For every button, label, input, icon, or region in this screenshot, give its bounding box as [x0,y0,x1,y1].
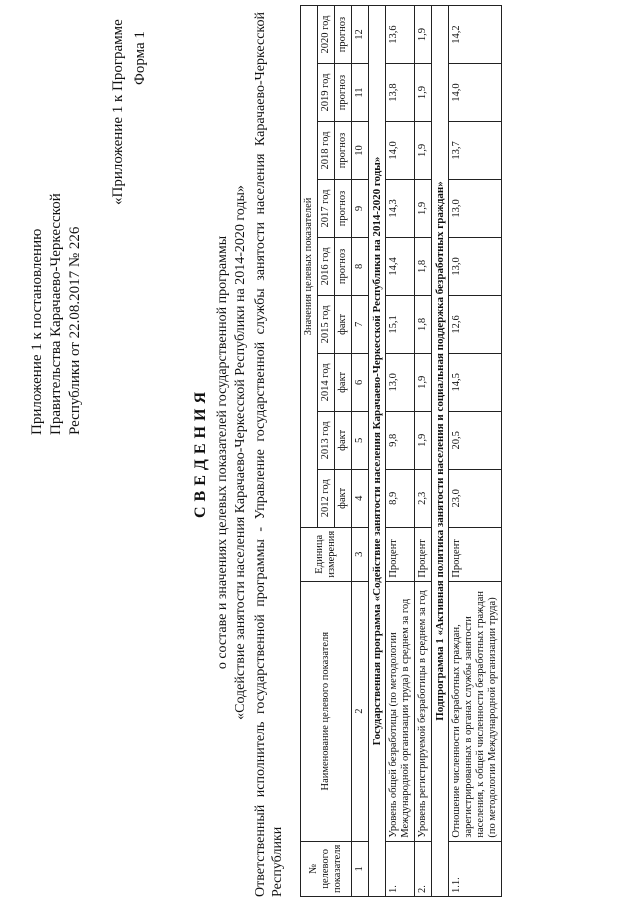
row-number: 2. [415,841,432,896]
value-cell: 2,3 [415,469,432,527]
table-row [415,6,432,897]
value-cell: 13,6 [386,6,415,64]
value-cell: 13,7 [449,122,502,180]
value-cell: 15,1 [386,295,415,353]
value-cell: 1,9 [415,64,432,122]
kind-cell: прогноз [335,64,352,122]
indicator-unit: Процент [386,527,415,581]
section-title-program: Государственная программа «Содействие занятости населения Карачаево-Черкесской Республики на 2014-2020 годы» [369,6,386,897]
value-cell: 1,9 [415,6,432,64]
value-cell: 13,0 [449,237,502,295]
year-cell: 2020 год [318,6,335,64]
form-label: Форма 1 [132,31,148,85]
value-cell: 14,0 [386,122,415,180]
colnum-cell: 2 [352,581,369,841]
year-cell: 2015 год [318,295,335,353]
appendix-line-2: Правительства Карачаево-Черкесской [48,193,64,435]
colnum-cell: 4 [352,469,369,527]
value-cell: 23,0 [449,469,502,527]
value-cell: 14,3 [386,179,415,237]
value-cell: 13,8 [386,64,415,122]
indicator-name: Уровень общей безработицы (по методологии Международной организации труда) в среднем за год [386,581,415,841]
value-cell: 14,4 [386,237,415,295]
col-num-header: № целевого показателя [301,841,352,896]
year-cell: 2017 год [318,179,335,237]
colnum-cell: 3 [352,527,369,581]
colnum-cell: 7 [352,295,369,353]
year-cell: 2016 год [318,237,335,295]
value-cell: 8,9 [386,469,415,527]
colnum-cell: 6 [352,353,369,411]
table-row [386,6,415,897]
program-appendix: «Приложение 1 к Программе [110,19,126,205]
col-unit-header: Единица измерения [301,527,352,581]
kind-cell: факт [335,353,352,411]
colnum-cell: 5 [352,411,369,469]
subtitle-1: о составе и значениях целевых показателей государственной программы [215,235,230,670]
row-number: 1. [386,841,415,896]
colnum-cell: 8 [352,237,369,295]
value-cell: 1,9 [415,179,432,237]
year-cell: 2018 год [318,122,335,180]
value-cell: 1,9 [415,411,432,469]
indicator-unit: Процент [415,527,432,581]
indicator-name: Уровень регистрируемой безработицы в среднем за год [415,581,432,841]
subtitle-2: «Содействие занятости населения Карачаево-Черкесской Республики на 2014-2020 годы» [233,185,248,720]
section-title-subprogram: Подпрограмма 1 «Активная политика занятости населения и социальная поддержка безработных граждан» [432,6,449,897]
colnum-cell: 9 [352,179,369,237]
kind-cell: факт [335,295,352,353]
year-cell: 2019 год [318,64,335,122]
appendix-line-3: Республики от 22.08.2017 № 226 [67,226,83,435]
colnum-cell: 11 [352,64,369,122]
value-cell: 20,5 [449,411,502,469]
value-cell: 1,8 [415,237,432,295]
col-name-header: Наименование целевого показателя [301,581,352,841]
responsible-executor: Ответственный исполнитель государственной программы - Управление государственной службы занятости населения Карачаево-Черкесской Республики [253,12,285,897]
value-cell: 1,8 [415,295,432,353]
indicator-unit: Процент [449,527,502,581]
value-cell: 14,5 [449,353,502,411]
value-cell: 13,0 [386,353,415,411]
colnum-cell: 12 [352,6,369,64]
kind-cell: факт [335,469,352,527]
year-cell: 2013 год [318,411,335,469]
indicator-name: Отношение численности безработных граждан, зарегистрированных в органах службы занятости населения, к общей численности безработных граждан (по методологии Международной организации труда) [449,581,502,841]
section-row [369,6,386,897]
value-cell: 1,9 [415,353,432,411]
colnum-cell: 10 [352,122,369,180]
colnum-cell: 1 [352,841,369,896]
row-number: 1.1. [449,841,502,896]
value-cell: 1,9 [415,122,432,180]
year-cell: 2012 год [318,469,335,527]
value-cell: 14,2 [449,6,502,64]
col-values-header: Значения целевых показателей [301,6,318,528]
section-row [432,6,449,897]
value-cell: 9,8 [386,411,415,469]
kind-cell: прогноз [335,179,352,237]
page-title: СВЕДЕНИЯ [192,386,209,519]
kind-cell: прогноз [335,122,352,180]
table-row [449,6,502,897]
appendix-line-1: Приложение 1 к постановлению [29,228,45,435]
kind-cell: прогноз [335,6,352,64]
value-cell: 12,6 [449,295,502,353]
kind-cell: прогноз [335,237,352,295]
value-cell: 14,0 [449,64,502,122]
appendix-header [28,15,85,435]
header-row [301,6,318,897]
indicators-table [300,5,502,897]
value-cell: 13,0 [449,179,502,237]
kind-cell: факт [335,411,352,469]
column-numbers-row [352,6,369,897]
year-cell: 2014 год [318,353,335,411]
